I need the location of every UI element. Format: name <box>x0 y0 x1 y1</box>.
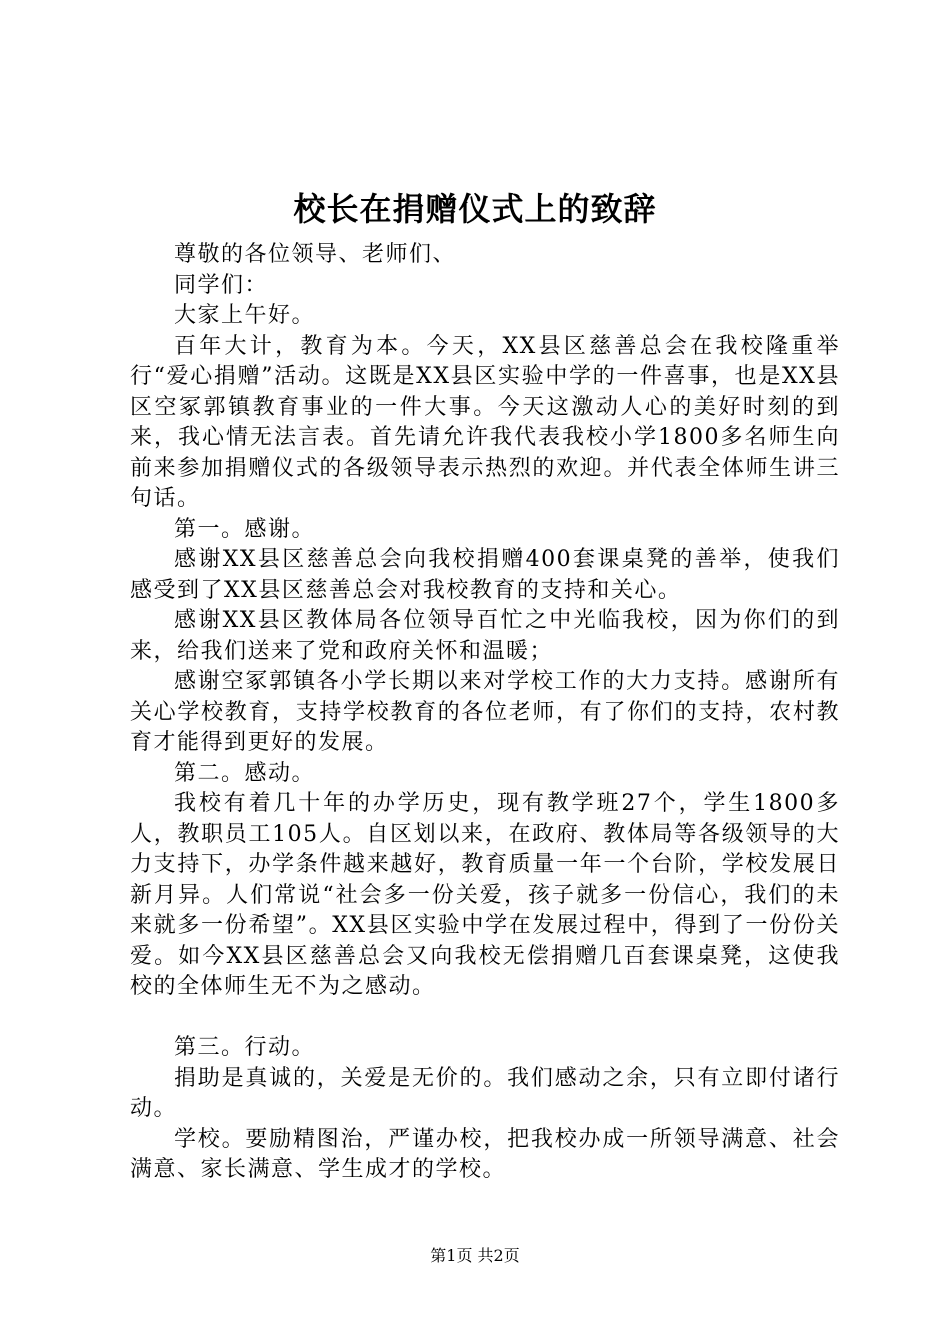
section-heading-moved: 第二。感动。 <box>174 760 316 786</box>
document-title: 校长在捐赠仪式上的致辞 <box>293 190 657 228</box>
thanks-paragraph-1: 感谢XX县区慈善总会向我校捐赠400套课桌凳的善举，使我们感受到了XX县区慈善总会对我校教育的支持和关心。 <box>130 547 840 603</box>
intro-paragraph: 百年大计，教育为本。今天，XX县区慈善总会在我校隆重举行“爱心捐赠”活动。这既是XX县区实验中学的一件喜事，也是XX县区空冢郭镇教育事业的一件大事。今天这激动人心的美好时刻的到来，我心情无法言表。首先请允许我代表我校小学1800多名师生向前来参加捐赠仪式的各级领导表示热烈的欢迎。并代表全体师生讲三句话。 <box>130 333 840 511</box>
page-footer: 第1页 共2页 <box>430 1246 520 1265</box>
document-body <box>130 240 840 1186</box>
section-heading-action: 第三。行动。 <box>174 1035 316 1060</box>
section-heading-thanks: 第一。感谢。 <box>174 516 316 542</box>
thanks-paragraph-3: 感谢空冢郭镇各小学长期以来对学校工作的大力支持。感谢所有关心学校教育，支持学校教育的各位老师，有了你们的支持，农村教育才能得到更好的发展。 <box>130 669 840 755</box>
moved-paragraph: 我校有着几十年的办学历史，现有教学班27个，学生1800多人，教职员工105人。自区划以来，在政府、教体局等各级领导的大力支持下，办学条件越来越好，教育质量一年一个台阶，学校发展日新月异。人们常说“社会多一份关爱，孩子就多一份信心，我们的未来就多一份希望”。XX县区实验中学在发展过程中，得到了一份份关爱。如今XX县区慈善总会又向我校无偿捐赠几百套课桌凳，这使我校的全体师生无不为之感动。 <box>130 791 840 999</box>
action-paragraph-2: 学校。要励精图治，严谨办校，把我校办成一所领导满意、社会满意、家长满意、学生成才的学校。 <box>130 1126 840 1182</box>
paragraph-spacer <box>130 1003 840 1034</box>
action-paragraph-1: 捐助是真诚的，关爱是无价的。我们感动之余，只有立即付诸行动。 <box>130 1065 840 1121</box>
greeting: 大家上午好。 <box>174 303 316 328</box>
thanks-paragraph-2: 感谢XX县区教体局各位领导百忙之中光临我校，因为你们的到来，给我们送来了党和政府关怀和温暖； <box>130 608 840 664</box>
salutation-line-2: 同学们： <box>174 272 269 298</box>
salutation-line-1: 尊敬的各位领导、老师们、 <box>174 242 457 267</box>
